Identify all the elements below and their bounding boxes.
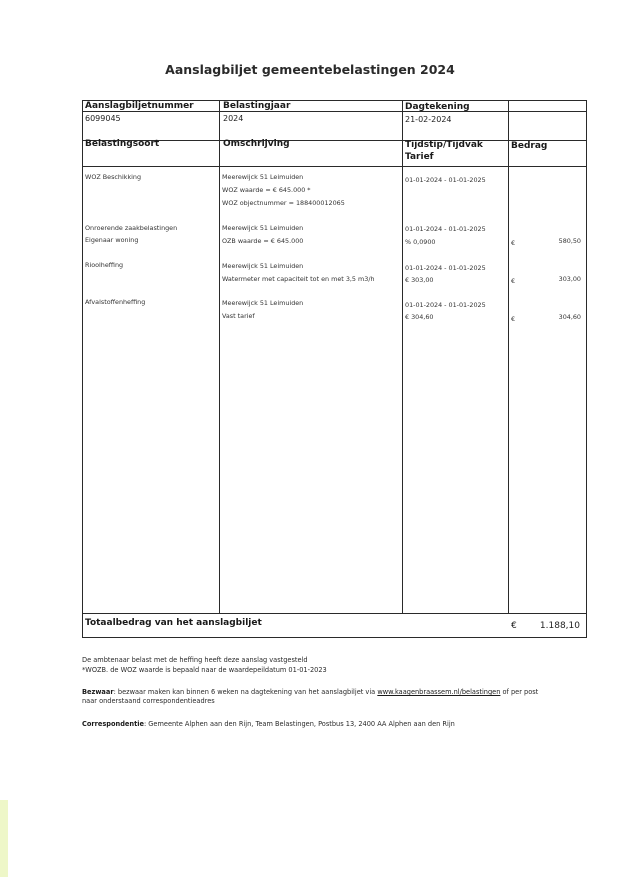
item-2-omschrijving-1: Meerewijck 51 Leimuiden [222,224,304,232]
table-border-right [586,100,587,638]
tarief-header: Tarief [405,152,434,162]
bedrag-header: Bedrag [511,141,548,151]
item-2-currency: € [511,239,516,247]
correspondentie-label: Correspondentie [82,720,144,728]
assessment-table [82,100,586,638]
header-underline [82,111,586,112]
item-4-omschrijving-1: Meerewijck 51 Leimuiden [222,299,304,307]
item-4-tijdstip: 01-01-2024 - 01-01-2025 [405,301,486,309]
item-3-omschrijving-2: Watermeter met capaciteit tot en met 3,5 m3/h [222,275,375,283]
bezwaar-text: : bezwaar maken kan binnen 6 weken na dagtekening van het aanslagbiljet via [113,688,378,696]
item-4-tarief: € 304,60 [405,313,434,321]
table-border-left [82,100,83,638]
dagtekening-value: 21-02-2024 [405,115,452,124]
item-3-bedrag: 303,00 [558,275,581,283]
correspondentie-text: : Gemeente Alphen aan den Rijn, Team Belastingen, Postbus 13, 2400 AA Alphen aan den Rijn [143,720,455,728]
belastingsoort-header: Belastingsoort [85,139,160,149]
item-2-soort-1: Onroerende zaakbelastingen [85,224,178,232]
total-amount: 1.188,10 [539,621,580,631]
total-bottom-border [82,637,586,638]
footer-bezwaar-line2: naar onderstaand correspondentieadres [82,697,215,705]
footer-correspondentie [82,720,582,729]
aanslagbiljetnummer-label: Aanslagbiljetnummer [85,101,194,111]
dagtekening-label: Dagtekening [405,102,470,112]
item-3-soort: Rioolheffing [85,261,124,269]
item-3-tijdstip: 01-01-2024 - 01-01-2025 [405,264,486,272]
belastingjaar-label: Belastingjaar [223,101,291,111]
total-top-border [82,613,586,614]
item-3-tarief: € 303,00 [405,276,434,284]
item-2-tarief: % 0,0900 [405,238,436,246]
item-1-tijdstip: 01-01-2024 - 01-01-2025 [405,176,486,184]
item-2-soort-2: Eigenaar woning [85,236,139,244]
total-label: Totaalbedrag van het aanslagbiljet [85,618,262,628]
belastingjaar-value: 2024 [223,114,244,123]
footer-woz-note: *WOZB. de WOZ waarde is bepaald naar de waardepeildatum 01-01-2023 [82,666,327,674]
tijdstip-header: Tijdstip/Tijdvak [405,140,483,150]
item-2-tijdstip: 01-01-2024 - 01-01-2025 [405,225,486,233]
aanslagbiljetnummer-value: 6099045 [85,114,121,123]
document-title: Aanslagbiljet gemeentebelastingen 2024 [165,62,455,77]
item-1-soort: WOZ Beschikking [85,173,142,181]
item-4-bedrag: 304,60 [558,313,581,321]
bezwaar-text-2: of per post [500,688,539,696]
columns-separator [82,166,586,167]
item-1-omschrijving-1: Meerewijck 51 Leimuiden [222,173,304,181]
item-4-omschrijving-2: Vast tarief [222,312,255,320]
footer-vaststelling: De ambtenaar belast met de heffing heeft deze aanslag vastgesteld [82,656,308,664]
item-1-omschrijving-2: WOZ waarde = € 645.000 * [222,186,311,194]
item-3-currency: € [511,277,516,285]
col-divider-2 [402,100,403,613]
item-4-currency: € [511,315,516,323]
omschrijving-header: Omschrijving [223,139,290,149]
bezwaar-link[interactable]: www.kaagenbraassem.nl/belastingen [377,688,501,696]
item-2-omschrijving-2: OZB waarde = € 645.000 [222,237,304,245]
scan-highlight-strip [0,800,8,877]
item-3-omschrijving-1: Meerewijck 51 Leimuiden [222,262,304,270]
item-4-soort: Afvalstoffenheffing [85,298,146,306]
bezwaar-label: Bezwaar [82,688,114,696]
col-divider-3 [508,100,509,613]
footer-bezwaar [82,688,582,697]
total-currency: € [511,621,517,631]
item-2-bedrag: 580,50 [558,237,581,245]
item-1-omschrijving-3: WOZ objectnummer = 188400012065 [222,199,345,207]
col-divider-1 [219,100,220,613]
